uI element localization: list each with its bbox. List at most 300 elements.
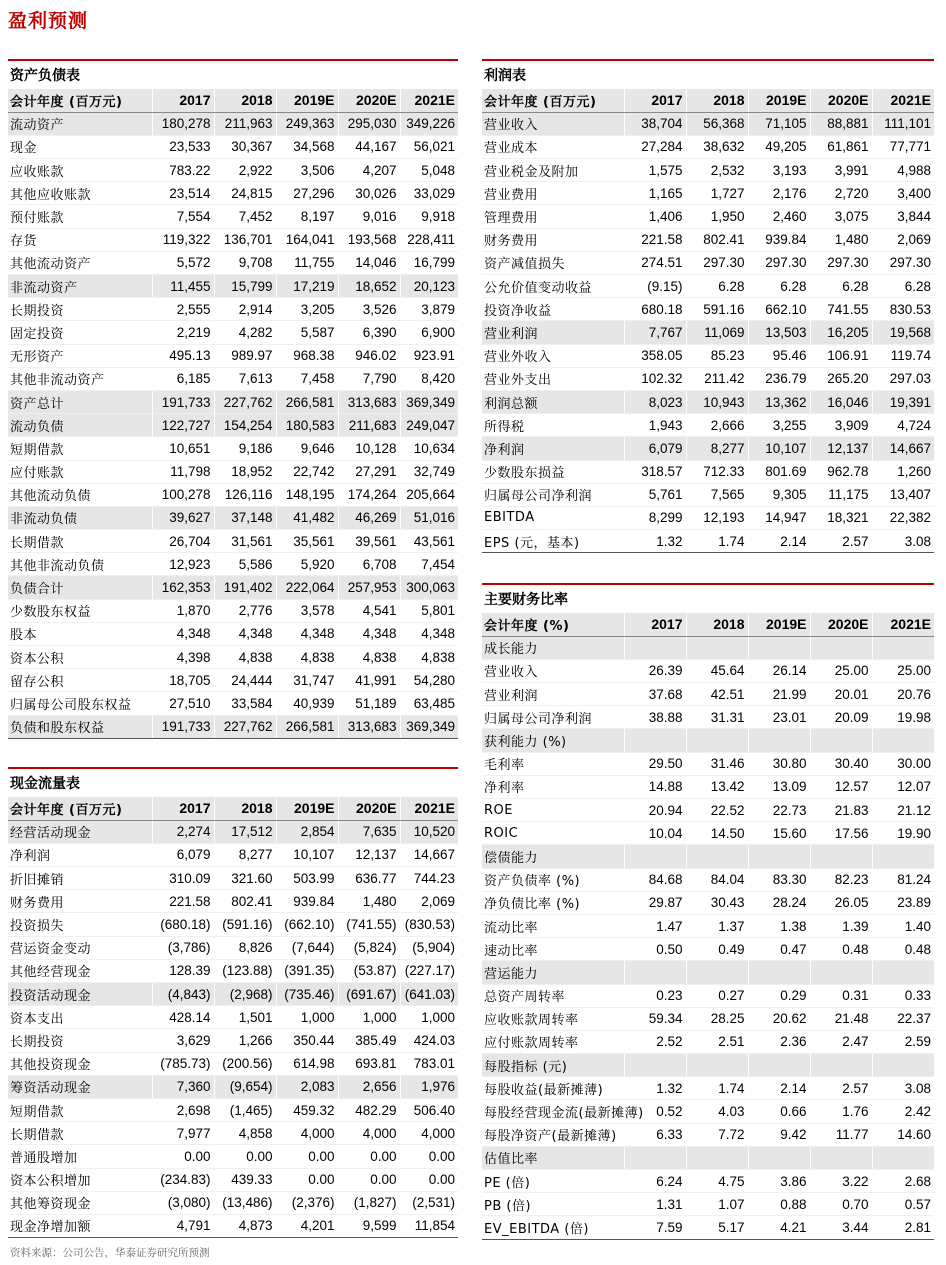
- value-cell: 44,167: [338, 135, 400, 158]
- row-label-cell: 折旧摊销: [8, 867, 152, 890]
- value-cell: [624, 1054, 686, 1077]
- value-cell: 0.23: [624, 984, 686, 1007]
- table-row: [8, 959, 458, 982]
- value-cell: 26.05: [810, 891, 872, 914]
- value-cell: 0.70: [810, 1193, 872, 1216]
- value-cell: 41,991: [338, 669, 400, 692]
- header-year-cell: 2021E: [872, 89, 934, 112]
- value-cell: 6,079: [152, 843, 214, 866]
- value-cell: 1,165: [624, 182, 686, 205]
- value-cell: 2,083: [276, 1075, 338, 1098]
- value-cell: 297.30: [810, 251, 872, 274]
- row-label-cell: 应收账款周转率: [482, 1007, 624, 1030]
- row-label-cell: 估值比率: [482, 1146, 624, 1169]
- value-cell: 28.25: [686, 1007, 748, 1030]
- value-cell: 148,195: [276, 483, 338, 506]
- value-cell: 81.24: [872, 868, 934, 891]
- row-label-cell: 其他投资现金: [8, 1052, 152, 1075]
- header-year-cell: 2017: [624, 613, 686, 636]
- value-cell: 236.79: [748, 367, 810, 390]
- value-cell: 2.36: [748, 1030, 810, 1053]
- value-cell: 5,801: [400, 599, 458, 622]
- value-cell: 4.03: [686, 1100, 748, 1123]
- value-cell: 3,909: [810, 414, 872, 437]
- value-cell: 10,651: [152, 437, 214, 460]
- value-cell: 18,321: [810, 506, 872, 529]
- value-cell: 49,205: [748, 135, 810, 158]
- value-cell: 0.31: [810, 984, 872, 1007]
- value-cell: 13.42: [686, 775, 748, 798]
- value-cell: 18,705: [152, 669, 214, 692]
- value-cell: (123.88): [214, 959, 276, 982]
- row-label-cell: 管理费用: [482, 205, 624, 228]
- header-year-cell: 2021E: [400, 89, 458, 112]
- value-cell: 4,858: [214, 1122, 276, 1145]
- row-label-cell: 财务费用: [8, 890, 152, 913]
- header-year-cell: 2019E: [276, 89, 338, 112]
- value-cell: [872, 1146, 934, 1169]
- value-cell: 6.28: [872, 275, 934, 298]
- value-cell: 459.32: [276, 1098, 338, 1121]
- value-cell: 27,284: [624, 135, 686, 158]
- header-year-cell: 2018: [686, 613, 748, 636]
- value-cell: 6.24: [624, 1170, 686, 1193]
- value-cell: 946.02: [338, 344, 400, 367]
- table-row: [8, 867, 458, 890]
- table-row: [8, 205, 458, 228]
- value-cell: 6,708: [338, 553, 400, 576]
- income-statement-panel: [482, 59, 934, 553]
- value-cell: 266,581: [276, 715, 338, 738]
- value-cell: 1,575: [624, 159, 686, 182]
- value-cell: 297.03: [872, 367, 934, 390]
- value-cell: 19,568: [872, 321, 934, 344]
- value-cell: 2,698: [152, 1098, 214, 1121]
- table-row: [8, 1191, 458, 1214]
- income-statement-title: 利润表: [484, 68, 526, 84]
- value-cell: 297.30: [872, 251, 934, 274]
- value-cell: 71,105: [748, 112, 810, 135]
- row-label-cell: 营业外收入: [482, 344, 624, 367]
- value-cell: 0.00: [400, 1168, 458, 1191]
- value-cell: 1,266: [214, 1029, 276, 1052]
- row-label-cell: 归属母公司净利润: [482, 483, 624, 506]
- value-cell: 12,137: [810, 437, 872, 460]
- value-cell: 16,799: [400, 251, 458, 274]
- value-cell: 95.46: [748, 344, 810, 367]
- value-cell: 1,000: [400, 1006, 458, 1029]
- table-row: [482, 437, 934, 460]
- table-row: [8, 843, 458, 866]
- row-label-cell: 存货: [8, 228, 152, 251]
- value-cell: 1,000: [276, 1006, 338, 1029]
- row-label-cell: 股本: [8, 622, 152, 645]
- header-year-cell: 2017: [152, 89, 214, 112]
- value-cell: 21.83: [810, 799, 872, 822]
- value-cell: (3,080): [152, 1191, 214, 1214]
- value-cell: 10,107: [276, 843, 338, 866]
- value-cell: 40,939: [276, 692, 338, 715]
- value-cell: 744.23: [400, 867, 458, 890]
- value-cell: 126,116: [214, 483, 276, 506]
- value-cell: 506.40: [400, 1098, 458, 1121]
- table-row: [8, 1214, 458, 1237]
- row-label-cell: EPS (元，基本): [482, 530, 624, 553]
- value-cell: 939.84: [276, 890, 338, 913]
- value-cell: 6,390: [338, 321, 400, 344]
- value-cell: 63,485: [400, 692, 458, 715]
- value-cell: 88,881: [810, 112, 872, 135]
- value-cell: 4,541: [338, 599, 400, 622]
- value-cell: 3,578: [276, 599, 338, 622]
- value-cell: 3,506: [276, 159, 338, 182]
- table-row: [8, 1075, 458, 1098]
- value-cell: [872, 636, 934, 659]
- value-cell: 11,798: [152, 460, 214, 483]
- value-cell: 25.00: [872, 659, 934, 682]
- value-cell: 4.75: [686, 1170, 748, 1193]
- value-cell: 21.12: [872, 799, 934, 822]
- header-year-cell: 2018: [686, 89, 748, 112]
- value-cell: 16,205: [810, 321, 872, 344]
- table-row: [482, 659, 934, 682]
- value-cell: 33,584: [214, 692, 276, 715]
- value-cell: [810, 961, 872, 984]
- value-cell: 968.38: [276, 344, 338, 367]
- value-cell: 28.24: [748, 891, 810, 914]
- row-label-cell: 负债和股东权益: [8, 715, 152, 738]
- row-label-cell: 所得税: [482, 414, 624, 437]
- value-cell: 119.74: [872, 344, 934, 367]
- value-cell: 2.47: [810, 1030, 872, 1053]
- value-cell: 2,069: [400, 890, 458, 913]
- value-cell: 154,254: [214, 414, 276, 437]
- header-year-cell: 2017: [624, 89, 686, 112]
- value-cell: [748, 1146, 810, 1169]
- value-cell: [748, 845, 810, 868]
- value-cell: 2.57: [810, 530, 872, 553]
- value-cell: 38,632: [686, 135, 748, 158]
- value-cell: 2,176: [748, 182, 810, 205]
- value-cell: 9.42: [748, 1123, 810, 1146]
- table-row: [8, 692, 458, 715]
- value-cell: 4,000: [276, 1122, 338, 1145]
- value-cell: 7,613: [214, 367, 276, 390]
- row-label-cell: 固定投资: [8, 321, 152, 344]
- value-cell: 14.88: [624, 775, 686, 798]
- row-label-cell: 成长能力: [482, 636, 624, 659]
- value-cell: 6,185: [152, 367, 214, 390]
- value-cell: 30.43: [686, 891, 748, 914]
- value-cell: 46,269: [338, 506, 400, 529]
- table-row: [482, 182, 934, 205]
- value-cell: 1.32: [624, 1077, 686, 1100]
- value-cell: 31,747: [276, 669, 338, 692]
- value-cell: 31.31: [686, 706, 748, 729]
- header-year-cell: 2017: [152, 797, 214, 820]
- value-cell: 482.29: [338, 1098, 400, 1121]
- table-row: [8, 936, 458, 959]
- value-cell: 7,454: [400, 553, 458, 576]
- value-cell: (2,376): [276, 1191, 338, 1214]
- value-cell: 22,742: [276, 460, 338, 483]
- value-cell: 2,274: [152, 820, 214, 843]
- value-cell: 26,704: [152, 530, 214, 553]
- row-label-cell: 其他流动资产: [8, 251, 152, 274]
- value-cell: [810, 729, 872, 752]
- value-cell: 6.33: [624, 1123, 686, 1146]
- header-label-cell: 会计年度 (百万元): [8, 797, 152, 820]
- value-cell: 358.05: [624, 344, 686, 367]
- value-cell: 349,226: [400, 112, 458, 135]
- value-cell: 369,349: [400, 390, 458, 413]
- value-cell: 38.88: [624, 706, 686, 729]
- row-label-cell: 流动负债: [8, 414, 152, 437]
- value-cell: [810, 1146, 872, 1169]
- value-cell: 4,838: [214, 646, 276, 669]
- value-cell: 5,761: [624, 483, 686, 506]
- value-cell: [872, 1054, 934, 1077]
- value-cell: 5,586: [214, 553, 276, 576]
- value-cell: (391.35): [276, 959, 338, 982]
- value-cell: (785.73): [152, 1052, 214, 1075]
- value-cell: [686, 1054, 748, 1077]
- value-cell: 10,107: [748, 437, 810, 460]
- value-cell: 6.28: [748, 275, 810, 298]
- row-label-cell: 应付账款周转率: [482, 1030, 624, 1053]
- value-cell: 83.30: [748, 868, 810, 891]
- ratios-table: [482, 613, 934, 1240]
- value-cell: 59.34: [624, 1007, 686, 1030]
- table-row: [482, 752, 934, 775]
- value-cell: 2,555: [152, 298, 214, 321]
- value-cell: 4,838: [338, 646, 400, 669]
- table-row: [482, 530, 934, 553]
- table-row: [8, 483, 458, 506]
- row-label-cell: 财务费用: [482, 228, 624, 251]
- table-row: [482, 1007, 934, 1030]
- value-cell: 51,189: [338, 692, 400, 715]
- value-cell: 22.37: [872, 1007, 934, 1030]
- row-label-cell: 净负债比率 (%): [482, 891, 624, 914]
- value-cell: 2,914: [214, 298, 276, 321]
- row-label-cell: 其他筹资现金: [8, 1191, 152, 1214]
- value-cell: 7,554: [152, 205, 214, 228]
- table-row: [482, 298, 934, 321]
- value-cell: 227,762: [214, 715, 276, 738]
- value-cell: [872, 961, 934, 984]
- value-cell: 0.00: [214, 1145, 276, 1168]
- row-label-cell: 短期借款: [8, 1098, 152, 1121]
- value-cell: 1,950: [686, 205, 748, 228]
- table-row: [482, 483, 934, 506]
- value-cell: [624, 729, 686, 752]
- ratios-title: 主要财务比率: [484, 592, 568, 608]
- value-cell: 23,514: [152, 182, 214, 205]
- value-cell: (53.87): [338, 959, 400, 982]
- header-year-cell: 2020E: [338, 89, 400, 112]
- value-cell: 11,175: [810, 483, 872, 506]
- value-cell: 3,991: [810, 159, 872, 182]
- value-cell: 369,349: [400, 715, 458, 738]
- value-cell: 5,572: [152, 251, 214, 274]
- page-title: 盈利预测: [8, 10, 89, 32]
- value-cell: 9,016: [338, 205, 400, 228]
- value-cell: 39,561: [338, 530, 400, 553]
- value-cell: [686, 961, 748, 984]
- row-label-cell: 资产减值损失: [482, 251, 624, 274]
- value-cell: 0.57: [872, 1193, 934, 1216]
- value-cell: 1,406: [624, 205, 686, 228]
- row-label-cell: 长期投资: [8, 298, 152, 321]
- value-cell: 17.56: [810, 822, 872, 845]
- table-row: [8, 367, 458, 390]
- value-cell: 1.39: [810, 914, 872, 937]
- value-cell: 0.33: [872, 984, 934, 1007]
- value-cell: (662.10): [276, 913, 338, 936]
- table-row: [482, 135, 934, 158]
- value-cell: 10,128: [338, 437, 400, 460]
- row-label-cell: 营业外支出: [482, 367, 624, 390]
- table-row: [8, 321, 458, 344]
- value-cell: (7,644): [276, 936, 338, 959]
- table-row: [8, 1029, 458, 1052]
- row-label-cell: 其他经营现金: [8, 959, 152, 982]
- value-cell: (227.17): [400, 959, 458, 982]
- value-cell: 265.20: [810, 367, 872, 390]
- header-year-cell: 2020E: [810, 613, 872, 636]
- value-cell: 61,861: [810, 135, 872, 158]
- value-cell: 0.00: [338, 1145, 400, 1168]
- value-cell: 3,075: [810, 205, 872, 228]
- row-label-cell: 营运能力: [482, 961, 624, 984]
- value-cell: 10,634: [400, 437, 458, 460]
- value-cell: 180,583: [276, 414, 338, 437]
- table-row: [8, 530, 458, 553]
- value-cell: 923.91: [400, 344, 458, 367]
- table-row: [8, 390, 458, 413]
- table-row: [8, 460, 458, 483]
- value-cell: 54,280: [400, 669, 458, 692]
- row-label-cell: 应收账款: [8, 159, 152, 182]
- value-cell: 1,480: [810, 228, 872, 251]
- value-cell: 9,708: [214, 251, 276, 274]
- row-label-cell: 资产总计: [8, 390, 152, 413]
- value-cell: 5,587: [276, 321, 338, 344]
- value-cell: 2,069: [872, 228, 934, 251]
- value-cell: 8,023: [624, 390, 686, 413]
- value-cell: 20.94: [624, 799, 686, 822]
- value-cell: 10,520: [400, 820, 458, 843]
- row-label-cell: 总资产周转率: [482, 984, 624, 1007]
- table-row: [8, 506, 458, 529]
- value-cell: 1.74: [686, 1077, 748, 1100]
- value-cell: 23,533: [152, 135, 214, 158]
- value-cell: 3,526: [338, 298, 400, 321]
- table-row: [8, 182, 458, 205]
- value-cell: 7,565: [686, 483, 748, 506]
- value-cell: 2,922: [214, 159, 276, 182]
- row-label-cell: 营运资金变动: [8, 936, 152, 959]
- value-cell: 37.68: [624, 683, 686, 706]
- value-cell: 3,193: [748, 159, 810, 182]
- value-cell: 4,348: [276, 622, 338, 645]
- value-cell: 8,826: [214, 936, 276, 959]
- value-cell: 6.28: [686, 275, 748, 298]
- value-cell: [686, 845, 748, 868]
- value-cell: 164,041: [276, 228, 338, 251]
- value-cell: 4,838: [276, 646, 338, 669]
- value-cell: 26.39: [624, 659, 686, 682]
- value-cell: 0.48: [810, 938, 872, 961]
- row-label-cell: 留存公积: [8, 669, 152, 692]
- value-cell: (591.16): [214, 913, 276, 936]
- value-cell: 20.62: [748, 1007, 810, 1030]
- value-cell: 3,844: [872, 205, 934, 228]
- row-label-cell: 资产负债率 (%): [482, 868, 624, 891]
- value-cell: 2.14: [748, 1077, 810, 1100]
- value-cell: 12,137: [338, 843, 400, 866]
- table-header-row: [482, 613, 934, 636]
- income-statement-table: [482, 89, 934, 553]
- table-row: [482, 775, 934, 798]
- value-cell: 43,561: [400, 530, 458, 553]
- value-cell: 11,854: [400, 1214, 458, 1237]
- value-cell: 8,197: [276, 205, 338, 228]
- value-cell: [686, 1146, 748, 1169]
- value-cell: 33,029: [400, 182, 458, 205]
- value-cell: 802.41: [686, 228, 748, 251]
- value-cell: [748, 961, 810, 984]
- value-cell: 0.49: [686, 938, 748, 961]
- value-cell: 3,879: [400, 298, 458, 321]
- row-label-cell: 营业利润: [482, 683, 624, 706]
- header-year-cell: 2020E: [810, 89, 872, 112]
- value-cell: 297.30: [686, 251, 748, 274]
- value-cell: 962.78: [810, 460, 872, 483]
- row-label-cell: 无形资产: [8, 344, 152, 367]
- value-cell: (2,531): [400, 1191, 458, 1214]
- table-row: [482, 961, 934, 984]
- cash-flow-table: [8, 797, 458, 1238]
- value-cell: 8,299: [624, 506, 686, 529]
- value-cell: 6,900: [400, 321, 458, 344]
- value-cell: (830.53): [400, 913, 458, 936]
- value-cell: 27,291: [338, 460, 400, 483]
- table-row: [8, 622, 458, 645]
- header-year-cell: 2019E: [748, 613, 810, 636]
- value-cell: 4,207: [338, 159, 400, 182]
- value-cell: 22,382: [872, 506, 934, 529]
- value-cell: 191,402: [214, 576, 276, 599]
- value-cell: 802.41: [214, 890, 276, 913]
- value-cell: 2,776: [214, 599, 276, 622]
- value-cell: 3,255: [748, 414, 810, 437]
- value-cell: 1,480: [338, 890, 400, 913]
- table-row: [8, 298, 458, 321]
- value-cell: [748, 729, 810, 752]
- value-cell: 3.86: [748, 1170, 810, 1193]
- value-cell: 211.42: [686, 367, 748, 390]
- value-cell: 13,407: [872, 483, 934, 506]
- row-label-cell: 净利润: [482, 437, 624, 460]
- table-row: [482, 1100, 934, 1123]
- value-cell: [748, 636, 810, 659]
- value-cell: 41,482: [276, 506, 338, 529]
- source-note: 资料来源：公司公告，华泰证券研究所预测: [10, 1247, 210, 1259]
- value-cell: 20.01: [810, 683, 872, 706]
- table-header-row: [482, 89, 934, 112]
